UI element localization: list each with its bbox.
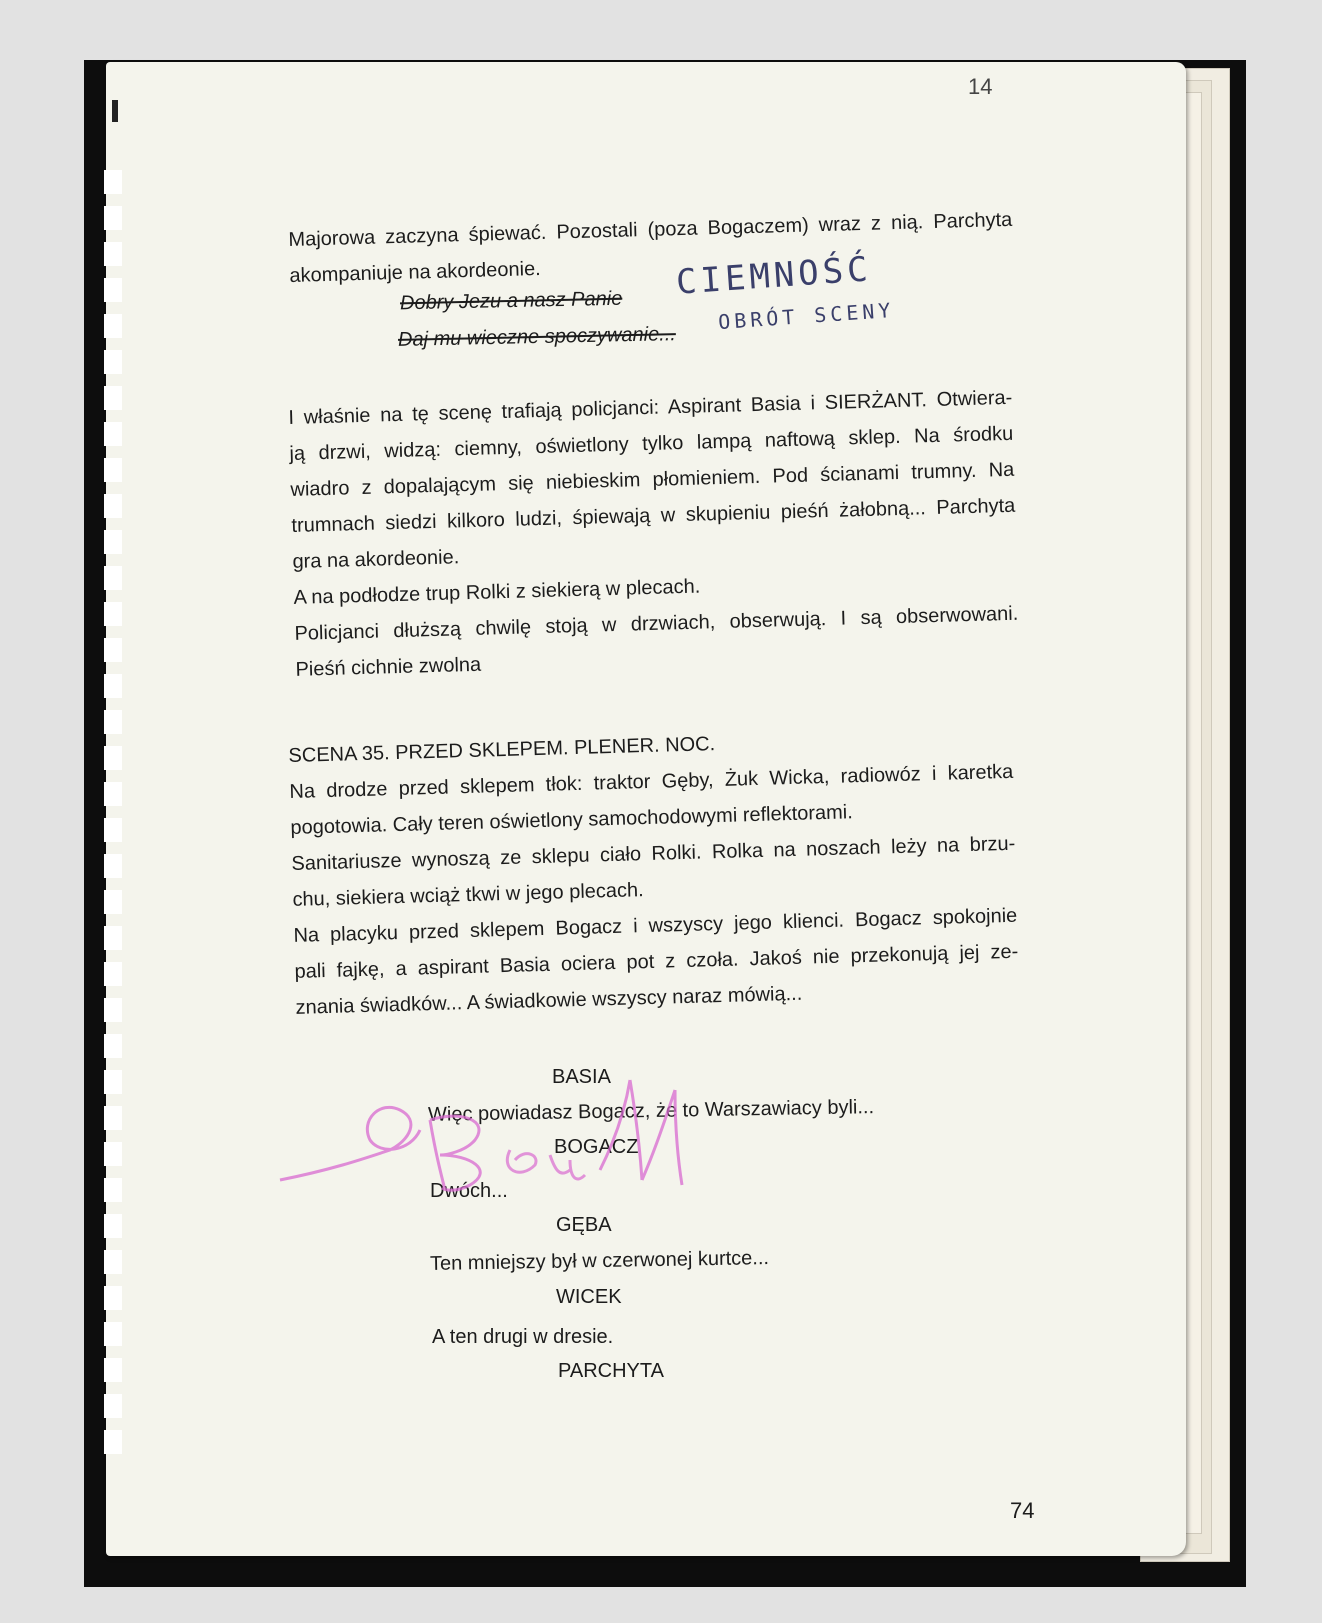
scene-line: gra na akordeonie. bbox=[292, 546, 460, 573]
handwritten-note: OBRÓT SCENY bbox=[717, 297, 896, 335]
binding-tab bbox=[104, 854, 122, 878]
binding-tab bbox=[104, 1430, 122, 1454]
binding-tab bbox=[104, 350, 122, 374]
scene-line: ją drzwi, widzą: ciemny, oświetlony tylko lampą naftową sklep. Na środku bbox=[289, 422, 1014, 465]
binding-tab bbox=[104, 278, 122, 302]
scene-heading: SCENA 35. PRZED SKLEPEM. PLENER. NOC. bbox=[288, 733, 716, 767]
binding-tab bbox=[104, 602, 122, 626]
binding-tab bbox=[104, 962, 122, 986]
binding-tab bbox=[104, 494, 122, 518]
scene-line: Na drodze przed sklepem tłok: traktor Gęby, Żuk Wicka, radiowóz i karetka bbox=[289, 760, 1014, 803]
corner-mark bbox=[112, 100, 118, 122]
binding-tab bbox=[104, 638, 122, 662]
pink-signature bbox=[270, 1060, 700, 1220]
scene-line: chu, siekiera wciąż tkwi w jego plecach. bbox=[292, 879, 644, 911]
intro-line: Majorowa zaczyna śpiewać. Pozostali (poza Bogaczem) wraz z nią. Parchyta bbox=[288, 208, 1013, 251]
binding-tab bbox=[104, 1250, 122, 1274]
binding-tab bbox=[104, 998, 122, 1022]
speaker-name: WICEK bbox=[556, 1286, 622, 1308]
scene-line: Na placyku przed sklepem Bogacz i wszyscy jego klienci. Bogacz spokojnie bbox=[293, 904, 1018, 947]
scene-line: Sanitariusze wynoszą ze sklepu ciało Rolki. Rolka na noszach leży na brzu- bbox=[291, 832, 1016, 875]
speaker-name: GĘBA bbox=[556, 1214, 612, 1236]
scene-line: Pieśń cichnie zwolna bbox=[295, 653, 482, 681]
scene-line: pali fajkę, a aspirant Basia ociera pot z czoła. Jakoś nie przekonują jej ze- bbox=[294, 940, 1019, 983]
binding-tab bbox=[104, 1142, 122, 1166]
scene-line: znania świadków... A świadkowie wszyscy naraz mówią... bbox=[295, 982, 803, 1019]
binding-tab bbox=[104, 1322, 122, 1346]
binding-tab bbox=[104, 566, 122, 590]
dialogue-line: Więc powiadasz Bogacz, że to Warszawiacy byli... bbox=[427, 1096, 875, 1126]
scene-line: Policjanci dłuższą chwilę stoją w drzwiach, obserwują. I są obserwowani. bbox=[294, 602, 1019, 645]
binding-tab bbox=[104, 386, 122, 410]
binding-tab bbox=[104, 206, 122, 230]
binding-tab bbox=[104, 170, 122, 194]
handwritten-note: CIEMNOŚĆ bbox=[674, 249, 873, 303]
binding-tab bbox=[104, 1214, 122, 1238]
speaker-name: BOGACZ bbox=[554, 1136, 639, 1158]
dialogue-line: A ten drugi w dresie. bbox=[432, 1326, 614, 1348]
binding-tab bbox=[104, 1394, 122, 1418]
binding-tab bbox=[104, 710, 122, 734]
binding-tab bbox=[104, 1358, 122, 1382]
binding-tab bbox=[104, 314, 122, 338]
song-line-struck: Dobry Jezu a nasz Panie bbox=[399, 287, 623, 315]
speaker-name: BASIA bbox=[552, 1066, 611, 1088]
scene-line: trumnach siedzi kilkoro ludzi, śpiewają w skupieniu pieśń żałobną... Parchyta bbox=[291, 494, 1016, 537]
binding-tab bbox=[104, 674, 122, 698]
binding-tab bbox=[104, 782, 122, 806]
scene-line: wiadro z dopalającym się niebieskim płomieniem. Pod ścianami trumny. Na bbox=[290, 458, 1015, 501]
dialogue-line: Dwóch... bbox=[430, 1180, 508, 1202]
binding-tab bbox=[104, 1034, 122, 1058]
scene-line: I właśnie na tę scenę trafiają policjanci: Aspirant Basia i SIERŻANT. Otwiera- bbox=[288, 386, 1013, 429]
intro-line: akompaniuje na akordeonie. bbox=[289, 257, 542, 287]
spiral-binding bbox=[104, 170, 124, 1470]
binding-tab bbox=[104, 1178, 122, 1202]
song-line-struck: Daj mu wieczne spoczywanie... bbox=[397, 323, 677, 351]
binding-tab bbox=[104, 458, 122, 482]
binding-tab bbox=[104, 818, 122, 842]
binding-tab bbox=[104, 530, 122, 554]
scene-line: A na podłodze trup Rolki z siekierą w plecach. bbox=[293, 575, 701, 609]
binding-tab bbox=[104, 926, 122, 950]
scene-35 bbox=[288, 718, 1020, 1026]
binding-tab bbox=[104, 746, 122, 770]
top-page-number-partial: 14 bbox=[968, 74, 993, 99]
speaker-name: PARCHYTA bbox=[558, 1360, 664, 1382]
binding-tab bbox=[104, 422, 122, 446]
page-number: 74 bbox=[1010, 1498, 1035, 1523]
binding-tab bbox=[104, 1070, 122, 1094]
dialogue-line: Ten mniejszy był w czerwonej kurtce... bbox=[429, 1247, 770, 1275]
binding-tab bbox=[104, 1106, 122, 1130]
binding-tab bbox=[104, 242, 122, 266]
scene-paragraph bbox=[288, 380, 1020, 688]
scene-line: pogotowia. Cały teren oświetlony samochodowymi reflektorami. bbox=[290, 801, 854, 839]
binding-tab bbox=[104, 1286, 122, 1310]
binding-tab bbox=[104, 890, 122, 914]
